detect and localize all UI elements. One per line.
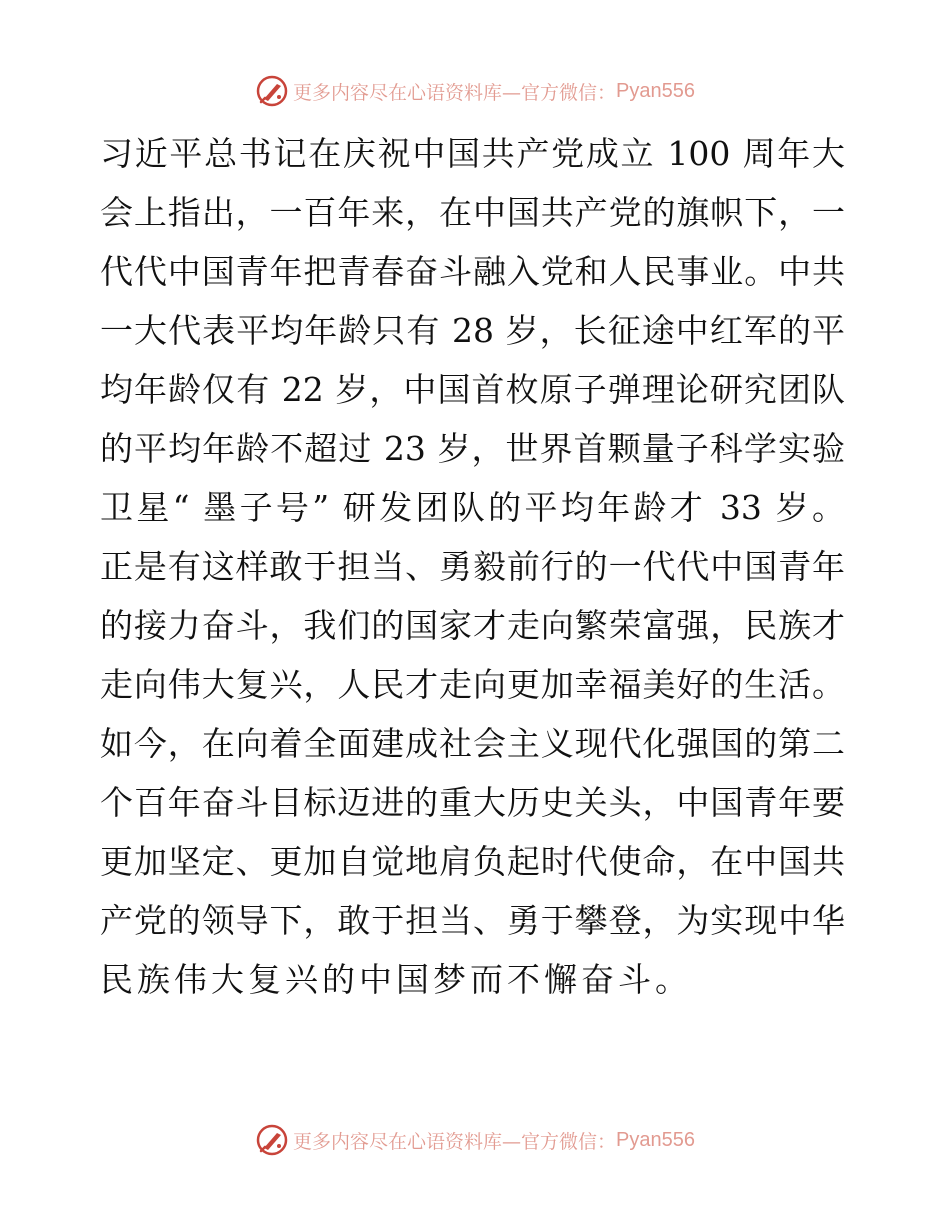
body-line: 如今，在向着全面建成社会主义现代化强国的第二 [100, 724, 845, 763]
quill-logo-icon [255, 74, 289, 108]
watermark-text: 更多内容尽在心语资料库—官方微信： [293, 81, 617, 104]
header-watermark [0, 73, 950, 109]
body-line: 卫星“ 墨子号” 研发团队的平均年龄才 33 岁。 [100, 488, 845, 527]
body-line: 走向伟大复兴，人民才走向更加幸福美好的生活。 [100, 665, 845, 704]
body-line: 习近平总书记在庆祝中国共产党成立 100 周年大 [100, 134, 845, 173]
document-body [100, 124, 845, 1009]
body-line: 会上指出，一百年来，在中国共产党的旗帜下，一 [100, 193, 845, 232]
body-line: 产党的领导下，敢于担当、勇于攀登，为实现中华 [100, 901, 845, 940]
body-line: 的接力奋斗，我们的国家才走向繁荣富强，民族才 [100, 606, 845, 645]
body-line: 正是有这样敢于担当、勇毅前行的一代代中国青年 [100, 547, 845, 586]
body-line: 均年龄仅有 22 岁，中国首枚原子弹理论研究团队 [100, 370, 845, 409]
body-line: 民族伟大复兴的中国梦而不懈奋斗。 [100, 960, 692, 999]
footer-watermark [0, 1122, 950, 1158]
watermark-handle: Pyan556 [616, 1128, 695, 1151]
watermark-text: 更多内容尽在心语资料库—官方微信： [293, 1130, 617, 1153]
body-line: 更加坚定、更加自觉地肩负起时代使命，在中国共 [100, 842, 845, 881]
body-line: 代代中国青年把青春奋斗融入党和人民事业。中共 [100, 252, 845, 291]
body-line: 个百年奋斗目标迈进的重大历史关头，中国青年要 [100, 783, 845, 822]
watermark-handle: Pyan556 [616, 79, 695, 102]
quill-logo-icon [255, 1123, 289, 1157]
body-line: 的平均年龄不超过 23 岁，世界首颗量子科学实验 [100, 429, 845, 468]
body-line: 一大代表平均年龄只有 28 岁，长征途中红军的平 [100, 311, 845, 350]
